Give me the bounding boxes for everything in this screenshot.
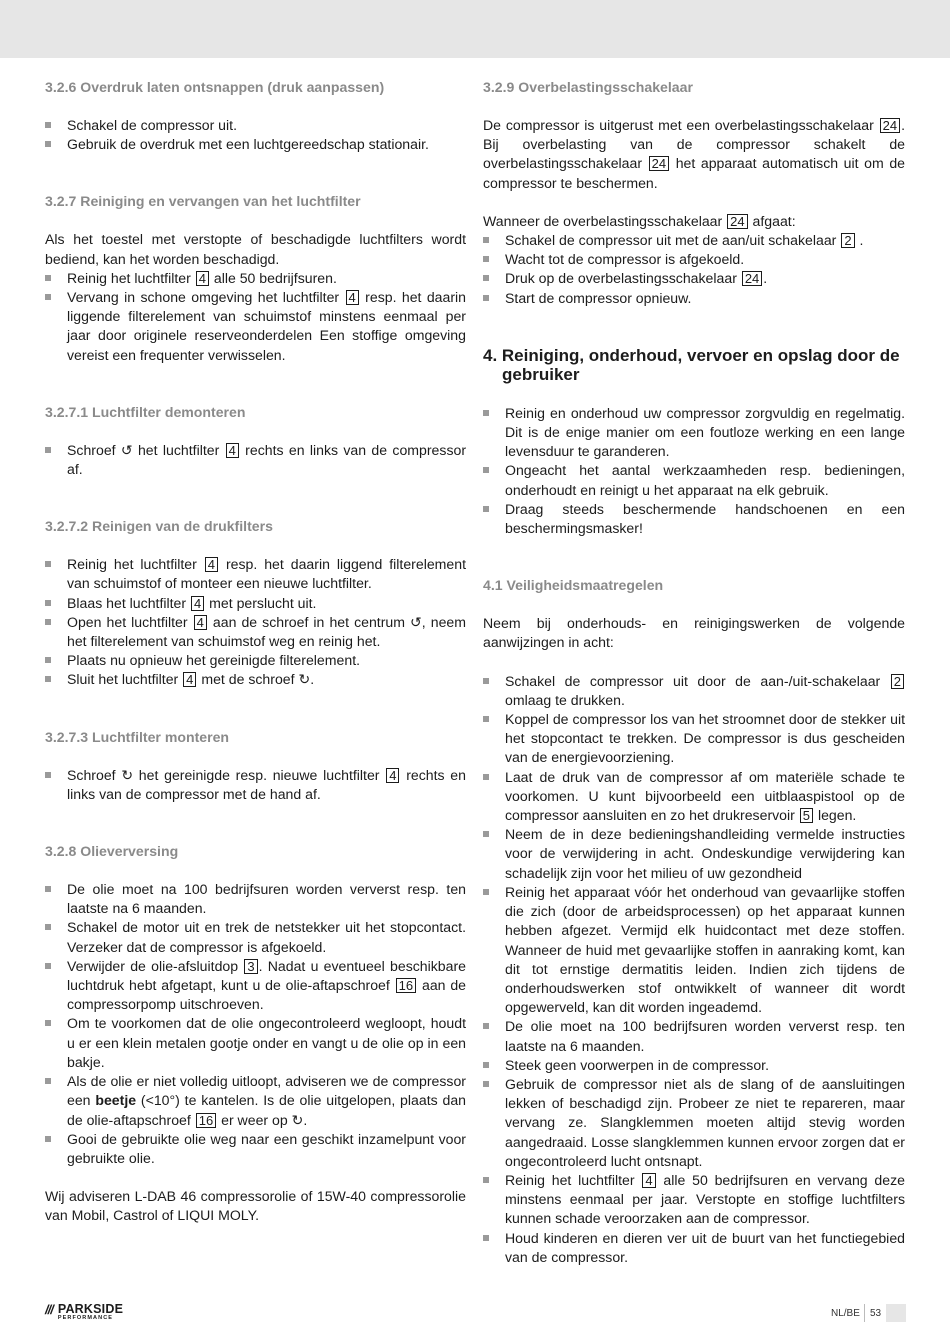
ref-badge: 2 <box>841 233 854 248</box>
brand-subtitle: PERFORMANCE <box>57 1315 114 1321</box>
list-item: Wacht tot de compressor is afgekoeld. <box>483 250 905 269</box>
list-item: Neem de in deze bedieningshandleiding vermelde instructies voor de verwijdering in acht. Ondeskundige verwijdering kan schadelijk zijn voor het milieu of uw gezondheid <box>483 825 905 883</box>
list-item: Reinig het luchtfilter 4 alle 50 bedrijfsuren. <box>45 269 466 288</box>
list-item: Steek geen voorwerpen in de compressor. <box>483 1056 905 1075</box>
list-item: Schakel de compressor uit door de aan-/uit-schakelaar 2 omlaag te drukken. <box>483 672 905 710</box>
paragraph: De compressor is uitgerust met een overbelastingsschakelaar 24 . Bij overbelasting van de compressor schakelt de overbelastingsschakelaar 24 het apparaat automatisch uit om de compressor te beschermen. <box>483 117 905 191</box>
ref-badge: 3 <box>244 959 257 974</box>
page-tab-marker <box>886 1304 906 1322</box>
list-item: Schroef ↺ het luchtfilter 4 rechts en links van de compressor af. <box>45 441 466 479</box>
list-item: Blaas het luchtfilter 4 met perslucht uit. <box>45 594 466 613</box>
paragraph: Wij adviseren L-DAB 46 compressorolie of 15W-40 compressorolie van Mobil, Castrol of LIQUI MOLY. <box>45 1188 466 1224</box>
list-4-1 <box>483 672 905 1267</box>
brand-name: PARKSIDE <box>57 1302 124 1316</box>
list-item: Sluit het luchtfilter 4 met de schroef ↻. <box>45 670 466 689</box>
paragraph: Als het toestel met verstopte of beschadigde luchtfilters wordt bediend, kan het worden beschadigd. <box>45 231 466 267</box>
header-bar <box>0 0 950 58</box>
list-item: Houd kinderen en dieren ver uit de buurt van het functiegebied van de compressor. <box>483 1229 905 1267</box>
ref-badge: 16 <box>196 1113 216 1128</box>
heading-3-2-7-2: 3.2.7.2 Reinigen van de drukfilters <box>45 518 273 535</box>
list-item: Schakel de compressor uit met de aan/uit schakelaar 2 . <box>483 231 905 250</box>
list-3-2-8 <box>45 880 466 1168</box>
language-code: NL/BE <box>831 1308 860 1319</box>
list-4 <box>483 404 905 538</box>
ref-badge: 16 <box>396 978 416 993</box>
ref-badge: 24 <box>649 156 669 171</box>
right-column <box>483 78 905 1267</box>
heading-3-2-6: 3.2.6 Overdruk laten ontsnappen (druk aanpassen) <box>45 79 385 95</box>
list-3-2-7 <box>45 269 466 365</box>
list-item: Als de olie er niet volledig uitloopt, adviseren we de compressor een beetje (<10°) te kantelen. Is de olie uitgelopen, plaats dan de olie-aftapschroef 16 er weer op ↻. <box>45 1072 466 1130</box>
heading-3-2-8: 3.2.8 Olieverversing <box>45 843 179 860</box>
ref-badge: 4 <box>226 443 239 458</box>
brand-logo <box>45 1303 123 1322</box>
ref-badge: 4 <box>205 557 218 572</box>
ref-badge: 4 <box>642 1173 655 1188</box>
heading-3-2-7-1: 3.2.7.1 Luchtfilter demonteren <box>45 403 246 420</box>
ref-badge: 4 <box>346 290 359 305</box>
ref-badge: 4 <box>191 596 204 611</box>
ref-badge: 5 <box>800 808 813 823</box>
heading-4: 4. Reiniging, onderhoud, vervoer en opslag door de gebruiker <box>483 345 900 385</box>
rotate-ccw-icon: ↺ <box>410 613 422 630</box>
rotate-ccw-icon: ↺ <box>120 441 133 458</box>
list-item: Schakel de compressor uit. <box>45 116 466 135</box>
list-item: Open het luchtfilter 4 aan de schroef in het centrum ↺, neem het filterelement van schuimstof weg en reinig het. <box>45 613 466 651</box>
list-3-2-7-1 <box>45 441 466 479</box>
heading-4-1: 4.1 Veiligheidsmaatregelen <box>483 577 664 594</box>
left-column <box>45 78 466 1226</box>
list-item: Om te voorkomen dat de olie ongecontroleerd wegloopt, houdt u er een klein metalen gootje onder en vangt u de olie op in een bakje. <box>45 1014 466 1072</box>
list-3-2-7-2 <box>45 555 466 689</box>
list-3-2-9 <box>483 231 905 308</box>
ref-badge: 24 <box>727 214 747 229</box>
list-item: Reinig het apparaat vóór het onderhoud van gevaarlijke stoffen die zich (door de arbeidsprocessen) op het apparaat kunnen hebben afgezet. Vermijd elk huidcontact met deze stoffen. Wanneer de huid met gevaarlijke stoffen in aanraking komt, kan dit tot ernstige dermatitis leiden. Indien zich tijdens de onderhoudswerken stof ontwikkelt of wanneer dit wordt opgewerveld, kan dit worden ingeademd. <box>483 883 905 1017</box>
list-3-2-6 <box>45 116 466 154</box>
list-item: Koppel de compressor los van het stroomnet door de stekker uit het stopcontact te trekken. De compressor is dus gescheiden van de energievoorziening. <box>483 710 905 768</box>
list-item: Reinig en onderhoud uw compressor zorgvuldig en regelmatig. Dit is de enige manier om een foutloze werking en een lange levensduur te garanderen. <box>483 404 905 462</box>
ref-badge: 24 <box>742 271 762 286</box>
list-item: Reinig het luchtfilter 4 alle 50 bedrijfsuren en vervang deze minstens eenmaal per jaar. Verstopte en stoffige luchtfilters kunnen schade veroorzaken aan de compressor. <box>483 1171 905 1229</box>
rotate-cw-icon: ↻ <box>298 671 311 688</box>
footer-divider <box>864 1304 865 1322</box>
list-3-2-7-3 <box>45 766 466 804</box>
list-item: Verwijder de olie-afsluitdop 3 . Nadat u eventueel beschikbare luchtdruk hebt afgetapt, kunt u de olie-aftapschroef 16 aan de compressorpomp uitschroeven. <box>45 957 466 1015</box>
list-item: Plaats nu opnieuw het gereinigde filterelement. <box>45 651 466 670</box>
list-item: Schroef ↻ het gereinigde resp. nieuwe luchtfilter 4 rechts en links van de compressor met de hand af. <box>45 766 466 804</box>
paragraph: Wanneer de overbelastingsschakelaar 24 afgaat: <box>483 212 796 229</box>
paragraph: Neem bij onderhouds- en reinigingswerken de volgende aanwijzingen in acht: <box>483 615 905 651</box>
list-item: Druk op de overbelastingsschakelaar 24 . <box>483 269 905 288</box>
list-item: Reinig het luchtfilter 4 resp. het daarin liggend filterelement van schuimstof of monteer een nieuwe luchtfilter. <box>45 555 466 593</box>
list-item: Draag steeds beschermende handschoenen en een beschermingsmasker! <box>483 500 905 538</box>
list-item: Ongeacht het aantal werkzaamheden resp. bedieningen, onderhoudt en reinigt u het apparaat na elk gebruik. <box>483 461 905 499</box>
ref-badge: 4 <box>386 768 399 783</box>
ref-badge: 2 <box>891 674 904 689</box>
heading-3-2-7: 3.2.7 Reiniging en vervangen van het luchtfilter <box>45 193 361 210</box>
list-item: Vervang in schone omgeving het luchtfilter 4 resp. het daarin liggende filterelement van schuimstof minstens eenmaal per jaar door originele reserveonderdelen Een stoffige omgeving vereist een frequenter verwisselen. <box>45 288 466 365</box>
list-item: Gebruik de compressor niet als de slang of de aansluitingen lekken of beschadigd zijn. Probeer ze niet te repareren, maar vervang ze. Slangklemmen moeten altijd stevig worden aangedraaid. Losse slangklemmen kunnen ervoor zorgen dat er ongecontroleerd lucht ontsnapt. <box>483 1075 905 1171</box>
page-number: 53 <box>870 1308 882 1319</box>
ref-badge: 4 <box>183 672 196 687</box>
logo-slashes-icon: /// <box>45 1302 53 1317</box>
list-item: Gebruik de overdruk met een luchtgereedschap stationair. <box>45 135 466 154</box>
list-item: De olie moet na 100 bedrijfsuren worden ververst resp. ten laatste na 6 maanden. <box>483 1017 905 1055</box>
list-item: Schakel de motor uit en trek de netstekker uit het stopcontact. Verzeker dat de compressor is afgekoeld. <box>45 918 466 956</box>
ref-badge: 24 <box>880 118 900 133</box>
heading-3-2-9: 3.2.9 Overbelastingsschakelaar <box>483 79 693 95</box>
list-item: Laat de druk van de compressor af om materiële schade te voorkomen. U kunt bijvoorbeeld een uitblaaspistool op de compressor aansluiten en zo het drukreservoir 5 legen. <box>483 768 905 826</box>
list-item: De olie moet na 100 bedrijfsuren worden ververst resp. ten laatste na 6 maanden. <box>45 880 466 918</box>
ref-badge: 4 <box>196 271 209 286</box>
list-item: Start de compressor opnieuw. <box>483 289 905 308</box>
list-item: Gooi de gebruikte olie weg naar een geschikt inzamelpunt voor gebruikte olie. <box>45 1130 466 1168</box>
heading-3-2-7-3: 3.2.7.3 Luchtfilter monteren <box>45 728 230 745</box>
rotate-cw-icon: ↻ <box>121 766 134 783</box>
ref-badge: 4 <box>194 615 207 630</box>
rotate-cw-icon: ↻ <box>291 1111 304 1128</box>
